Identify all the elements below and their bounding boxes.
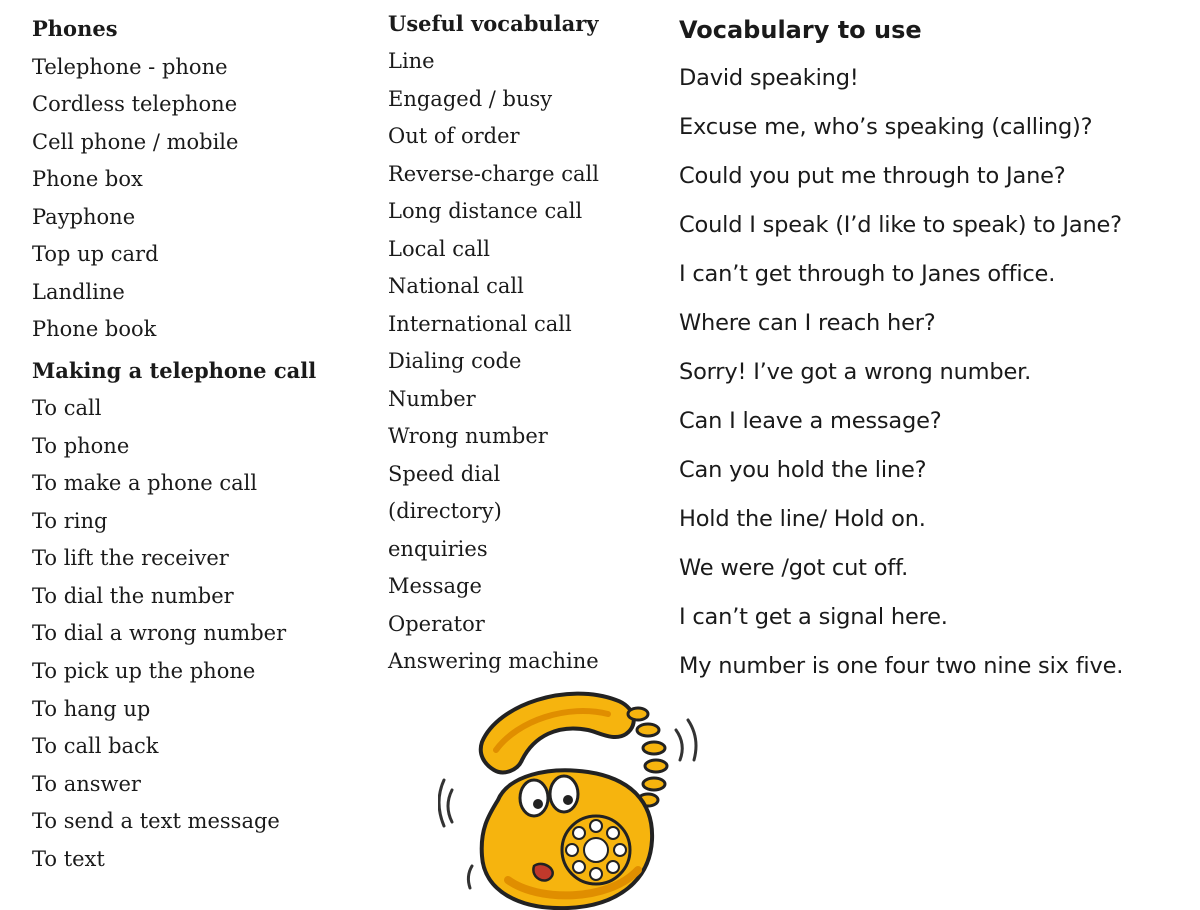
- phrase-item: I can’t get through to Janes office.: [679, 261, 1056, 287]
- phrase-item: I can’t get a signal here.: [679, 604, 948, 630]
- making-call-item: To hang up: [32, 697, 151, 721]
- phones-item: Cordless telephone: [32, 92, 238, 116]
- vocab-item: enquiries: [388, 537, 488, 561]
- vocab-item: Dialing code: [388, 349, 522, 373]
- making-call-item: To call back: [32, 734, 159, 758]
- phrase-item: Could I speak (I’d like to speak) to Jane?: [679, 212, 1122, 238]
- vocab-item: Answering machine: [388, 649, 599, 673]
- phrase-item: We were /got cut off.: [679, 555, 909, 581]
- making-call-item: To make a phone call: [32, 471, 258, 495]
- phones-item: Landline: [32, 280, 125, 304]
- making-call-item: To pick up the phone: [32, 659, 256, 683]
- phones-item: Top up card: [32, 242, 159, 266]
- making-call-item: To phone: [32, 434, 130, 458]
- phones-heading: Phones: [32, 16, 118, 41]
- vocab-item: Out of order: [388, 124, 520, 148]
- phrase-item: Can you hold the line?: [679, 457, 927, 483]
- making-call-item: To dial a wrong number: [32, 621, 287, 645]
- making-call-item: To dial the number: [32, 584, 234, 608]
- cartoon-telephone-illustration: [438, 680, 700, 910]
- vocab-item: Line: [388, 49, 435, 73]
- phrase-item: Can I leave a message?: [679, 408, 942, 434]
- vocab-item: International call: [388, 312, 572, 336]
- making-call-heading: Making a telephone call: [32, 358, 317, 383]
- vocab-item: Engaged / busy: [388, 87, 553, 111]
- phones-item: Cell phone / mobile: [32, 130, 239, 154]
- phrase-item: Sorry! I’ve got a wrong number.: [679, 359, 1032, 385]
- vocab-item: Speed dial: [388, 462, 501, 486]
- vocab-item: Operator: [388, 612, 485, 636]
- phones-item: Phone box: [32, 167, 143, 191]
- vocab-item: Long distance call: [388, 199, 583, 223]
- receiver-handset: [481, 694, 634, 773]
- making-call-item: To answer: [32, 772, 141, 796]
- making-call-item: To send a text message: [32, 809, 280, 833]
- rotary-dial: [562, 816, 630, 884]
- phrase-item: Where can I reach her?: [679, 310, 936, 336]
- making-call-item: To lift the receiver: [32, 546, 229, 570]
- making-call-item: To call: [32, 396, 102, 420]
- phones-item: Telephone - phone: [32, 55, 228, 79]
- phones-item: Payphone: [32, 205, 136, 229]
- useful-vocabulary-heading: Useful vocabulary: [388, 11, 599, 36]
- vocabulary-to-use-heading: Vocabulary to use: [679, 16, 922, 44]
- vocab-item: Reverse-charge call: [388, 162, 599, 186]
- vocab-item: Wrong number: [388, 424, 548, 448]
- phrase-item: My number is one four two nine six five.: [679, 653, 1124, 679]
- making-call-item: To ring: [32, 509, 108, 533]
- vocab-item: (directory): [388, 499, 502, 523]
- phones-item: Phone book: [32, 317, 157, 341]
- making-call-item: To text: [32, 847, 105, 871]
- phrase-item: Could you put me through to Jane?: [679, 163, 1066, 189]
- cartoon-mouth: [533, 864, 552, 881]
- phrase-item: Hold the line/ Hold on.: [679, 506, 926, 532]
- vocab-item: Number: [388, 387, 476, 411]
- vocab-item: Local call: [388, 237, 490, 261]
- vocab-item: National call: [388, 274, 524, 298]
- vocab-item: Message: [388, 574, 482, 598]
- phrase-item: Excuse me, who’s speaking (calling)?: [679, 114, 1093, 140]
- phrase-item: David speaking!: [679, 65, 859, 91]
